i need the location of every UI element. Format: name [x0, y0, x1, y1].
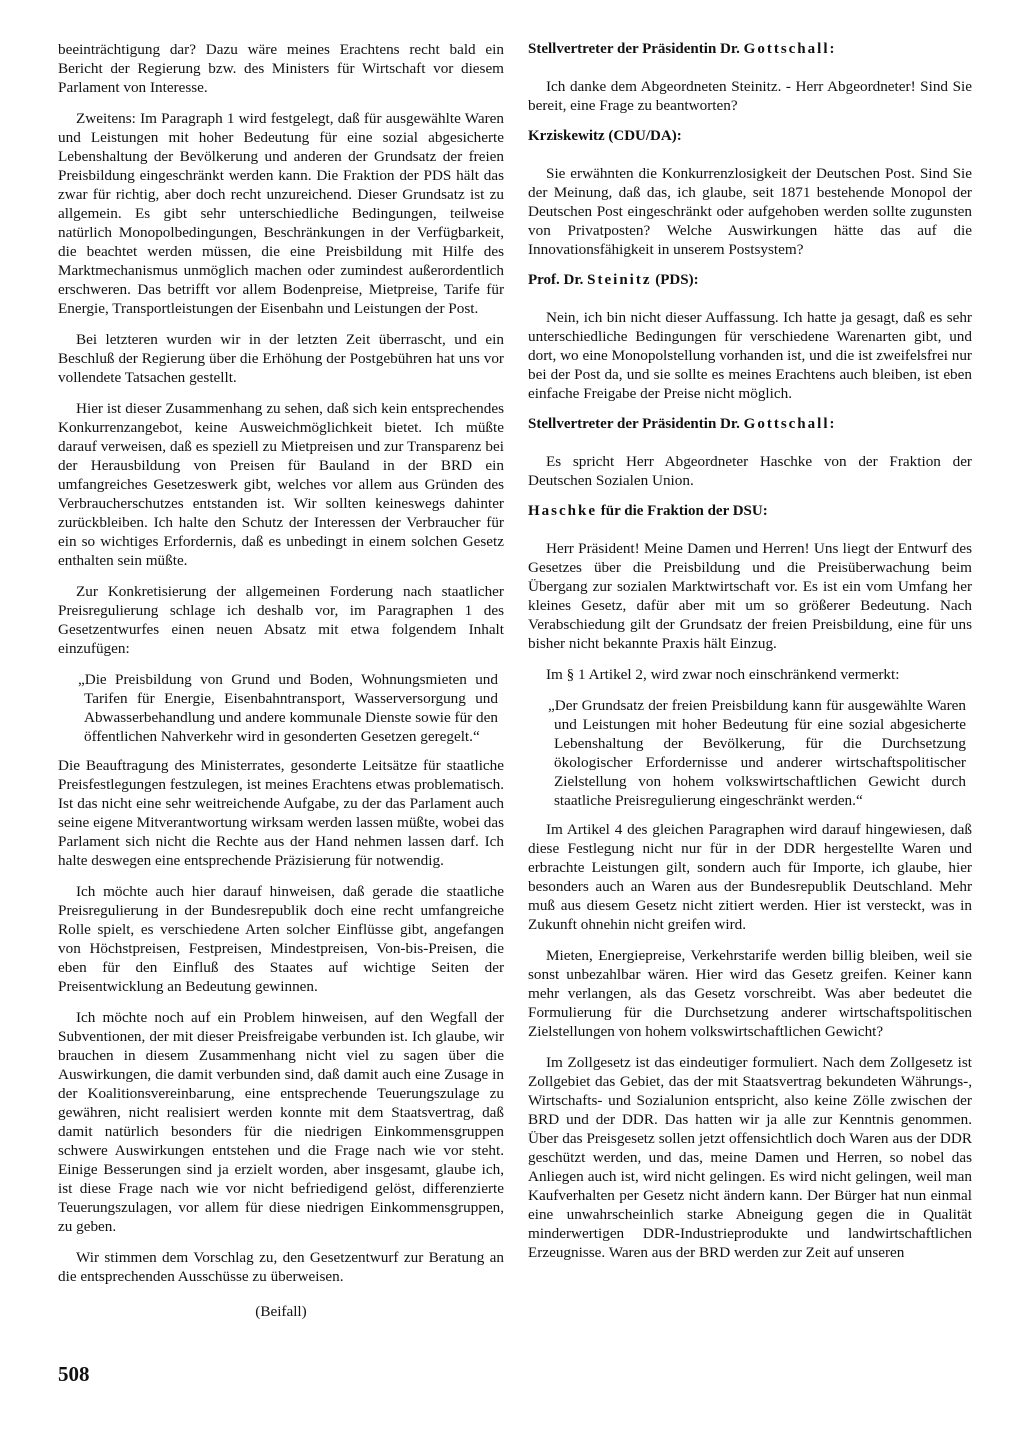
applause-note: (Beifall): [255, 1303, 307, 1320]
speaker-name: Haschke: [528, 503, 598, 519]
speaker-heading: [528, 40, 972, 59]
paragraph: Es spricht Herr Abgeordneter Haschke von der Fraktion der Deutschen Sozialen Union.: [528, 453, 972, 489]
paragraph: Sie erwähnten die Konkurrenzlosigkeit der Deutschen Post. Sind Sie der Meinung, daß das, ich glaube, seit 1871 bestehende Monopol der Deutschen Post eingeschränkt oder aufgehoben werden sollte zugunsten von Privatposten? Welche Auswirkungen hätte das auf die Innovationsfähigkeit in unserem Postsystem?: [528, 165, 972, 258]
paragraph: Im Zollgesetz ist das eindeutiger formuliert. Nach dem Zollgesetz ist Zollgebiet das Gebiet, das der mit Staatsvertrag bekundeten Währungs-, Wirtschafts- und Sozialunion entspricht, also keine Zölle zwischen der BRD und der DDR. Das hatten wir ja alle zur Kenntnis genommen. Über das Preisgesetz sollen jetzt offensichtlich doch Waren aus der DDR geschützt werden, und das, meine Damen und Herren, so nobel das Anliegen auch ist, wird nicht gelingen. Es wird nicht gelingen, weil man Kaufverhalten per Gesetz nicht ändern kann. Der Bürger hat nun einmal eine unwahrscheinlich starke Abneigung gegen die in Qualität minderwertigen DDR-Industrieprodukte und landwirtschaftlichen Erzeugnisse. Waren aus der BRD werden zur Zeit auf unseren: [528, 1054, 972, 1261]
speaker-heading: [528, 415, 972, 434]
speaker-heading: Krziskewitz (CDU/DA):: [528, 128, 682, 144]
paragraph: Zweitens: Im Paragraph 1 wird festgelegt, daß für ausgewählte Waren und Leistungen mit hoher Bedeutung für eine sozial abgesicherte Lebenshaltung der Bevölkerung und anderen der Grundsatz der freien Preisbildung eingeschränkt werden kann. Die Fraktion der PDS hält das zwar für richtig, aber doch recht unzureichend. Dieser Grundsatz ist zu allgemein. Es gibt sehr unterschiedliche Bedingungen, teilweise natürlich Monopolbedingungen, Beschränkungen in der Verfügbarkeit, die beachtet werden müssen, die eine Preisbildung mit Hilfe des Marktmechanismus unmöglich machen oder zumindest außerordentlich erschweren. Das betrifft vor allem Bodenpreise, Mietpreise, Tarife für Energie, Transportleistungen der Eisenbahn und Leistungen der Post.: [58, 110, 504, 317]
speaker-heading: [528, 502, 972, 521]
paragraph: Zur Konkretisierung der allgemeinen Forderung nach staatlicher Preisregulierung schlage ich deshalb vor, im Paragraphen 1 des Gesetzentwurfes einen neuen Absatz mit etwa folgendem Inhalt einzufügen:: [58, 583, 504, 657]
right-column: [528, 40, 972, 1274]
paragraph: Bei letzteren wurden wir in der letzten Zeit überrascht, und ein Beschluß der Regierung über die Erhöhung der Postgebühren hat uns vor vollendete Tatsachen gestellt.: [58, 331, 504, 386]
paragraph: Nein, ich bin nicht dieser Auffassung. Ich hatte ja gesagt, daß es sehr unterschiedliche Bedingungen für verschiedene Warenarten gibt, und dort, wo eine Monopolstellung vorhanden ist, und die ist zweifelsfrei nur bei der Post da, und sie sollte es meines Erachtens auch bleiben, ist eben einfache Freigabe der Preise nicht möglich.: [528, 309, 972, 402]
block-quote: „Der Grundsatz der freien Preisbildung kann für ausgewählte Waren und Leistungen mit hoher Bedeutung für eine sozial abgesicherte Lebenshaltung der Bevölkerung, für die Durchsetzung ökologischer Erfordernisse und anderer wirtschaftspolitischer Zielstellung von hohem volkswirtschaftlichen Gewicht durch staatliche Preisregulierung eingeschränkt werden.“: [548, 697, 966, 809]
speaker-party: für die Fraktion der DSU:: [600, 503, 768, 519]
paragraph: Im § 1 Artikel 2, wird zwar noch einschränkend vermerkt:: [546, 666, 900, 683]
paragraph: Ich danke dem Abgeordneten Steinitz. - Herr Abgeordneter! Sind Sie bereit, eine Frage zu beantworten?: [528, 78, 972, 114]
paragraph: Ich möchte auch hier darauf hinweisen, daß gerade die staatliche Preisregulierung in der Bundesrepublik doch eine recht umfangreiche Rolle spielt, es verschiedene Arten solcher Einflüsse gibt, angefangen von Höchstpreisen, Festpreisen, Mindestpreisen, Von-bis-Preisen, die eben für den Einfluß des Staates auf wichtige Seiten der Preisentwicklung an Bedeutung gewinnen.: [58, 883, 504, 995]
speaker-party: (PDS):: [655, 272, 699, 288]
paragraph: Hier ist dieser Zusammenhang zu sehen, daß sich kein entsprechendes Konkurrenzangebot, keine Ausweichmöglichkeit bietet. Ich müßte darauf verweisen, daß es speziell zu Mietpreisen und zur Transparenz bei der Herausbildung von Preisen für Bauland in der BRD ein umfangreiches Gesetzeswerk gibt, welches vor allem aus Gründen des Verbraucherschutzes entstanden ist. Wir sollten keineswegs dahinter zurückbleiben. Ich halte den Schutz der Interessen der Verbraucher für ein so wichtiges Erfordernis, daß es unbedingt in einem solchen Gesetz enthalten sein müßte.: [58, 400, 504, 569]
page-number: 508: [58, 1362, 90, 1386]
left-column: [58, 40, 504, 1333]
paragraph: Wir stimmen dem Vorschlag zu, den Gesetzentwurf zur Beratung an die entsprechenden Ausschüsse zu überweisen.: [58, 1249, 504, 1285]
speaker-name: Gottschall:: [743, 41, 837, 57]
paragraph: Die Beauftragung des Ministerrates, gesonderte Leitsätze für staatliche Preisfestlegungen festzulegen, ist meines Erachtens etwas problematisch. Ist das nicht eine sehr weitreichende Aufgabe, zu der das Parlament auch seine eigene Mitverantwortung wirksam werden lassen müßte, wobei das Parlament sich nicht die Rechte aus der Hand nehmen lassen darf. Ich halte deswegen eine entsprechende Präzisierung für notwendig.: [58, 757, 504, 869]
paragraph: beeinträchtigung dar? Dazu wäre meines Erachtens recht bald ein Bericht der Regierung bzw. des Ministers für Wirtschaft vor diesem Parlament von Interesse.: [58, 41, 504, 96]
speaker-name: Steinitz: [587, 272, 652, 288]
speaker-name: Gottschall:: [743, 416, 837, 432]
paragraph: Herr Präsident! Meine Damen und Herren! Uns liegt der Entwurf des Gesetzes über die Preisbildung und die Preisüberwachung beim Übergang zur sozialen Marktwirtschaft vor. Es ist ein vom Umfang her kleines Gesetz, dafür aber mit um so größerer Bedeutung. Nach Verabschiedung gilt der Grundsatz der freien Preisbildung, eine für uns bisher nicht bekannte Praxis hält Einzug.: [528, 540, 972, 652]
speaker-title: Prof. Dr.: [528, 272, 584, 288]
block-quote: „Die Preisbildung von Grund und Boden, Wohnungsmieten und Tarifen für Energie, Eisenbahntransport, Wasserversorgung und Abwasserbehandlung und andere kommunale Dienste sowie für den öffentlichen Nahverkehr wird in gesonderten Gesetzen geregelt.“: [78, 671, 498, 745]
speaker-title: Stellvertreter der Präsidentin Dr.: [528, 41, 740, 57]
paragraph: Im Artikel 4 des gleichen Paragraphen wird darauf hingewiesen, daß diese Festlegung nicht nur für in der DDR hergestellte Waren und erbrachte Leistungen gilt, sondern auch für Importe, ich glaube, hier besonders auch an Waren aus der Bundesrepublik Deutschland. Mehr muß aus diesem Gesetz nicht zitiert werden. Hier ist versteckt, was in Zukunft ohnehin nicht greifen wird.: [528, 821, 972, 933]
speaker-heading: [528, 271, 972, 290]
paragraph: Mieten, Energiepreise, Verkehrstarife werden billig bleiben, weil sie sonst unbezahlbar wären. Hier wird das Gesetz greifen. Keiner kann mehr verlangen, als das Gesetz vorschreibt. Was aber bedeutet die Formulierung für die Durchsetzung anderer wirtschaftspolitischen Zielstellungen von hohem volkswirtschaftlichen Gewicht?: [528, 947, 972, 1040]
speaker-title: Stellvertreter der Präsidentin Dr.: [528, 416, 740, 432]
paragraph: Ich möchte noch auf ein Problem hinweisen, auf den Wegfall der Subventionen, der mit dieser Preisfreigabe verbunden ist. Ich glaube, wir brauchen in diesem Zusammenhang nicht viel zu sagen über die Auswirkungen, die damit verbunden sind, daß damit auch eine Zusage in der Koalitionsvereinbarung, eine entsprechende Teuerungszulage zu gewähren, nicht realisiert werden konnte mit dem Staatsvertrag, daß damit natürlich besonders für die niedrigen Einkommensgruppen schwere Auswirkungen entstehen und die Frage nach wie vor steht. Einige Besserungen sind ja erzielt worden, aber insgesamt, glaube ich, ist diese Frage nach wie vor nicht befriedigend gelöst, differenzierte Teuerungszulagen, vor allem für diese niedrigen Einkommensgruppen, zu geben.: [58, 1009, 504, 1235]
